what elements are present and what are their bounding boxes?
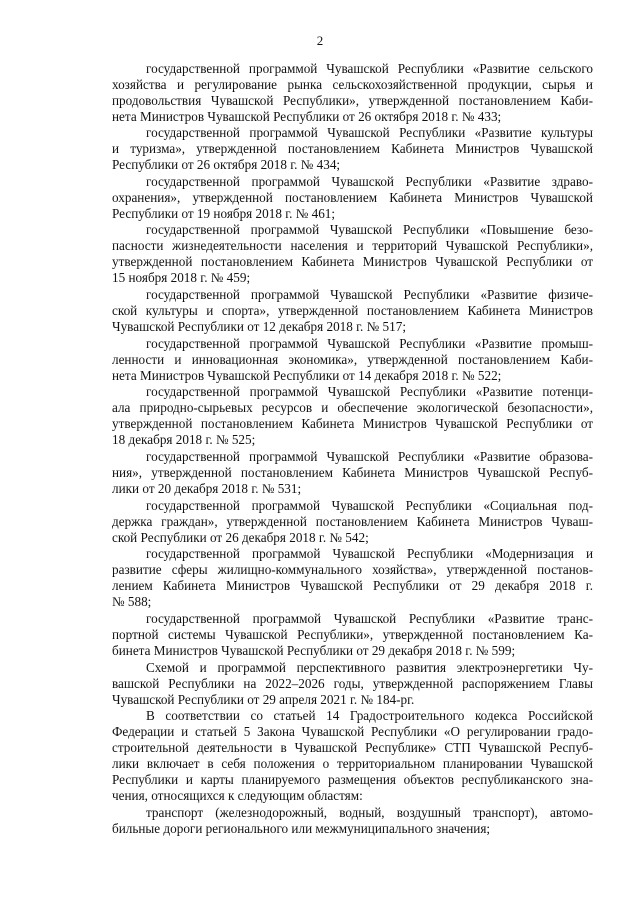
text-line: портной системы Чувашской Республики», утвержденной постановлением Ка- [112, 627, 593, 642]
text-line: государственной программой Чувашской Республики «Модернизация и [146, 546, 593, 561]
text-line: государственной программой Чувашской Республики «Развитие физиче- [146, 287, 593, 302]
text-line: лики включает в себя положения о территориальном планировании Чувашской [112, 756, 593, 771]
text-line: государственной программой Чувашской Республики «Развитие сельского [146, 61, 593, 76]
text-line: нета Министров Чувашской Республики от 26 октября 2018 г. № 433; [112, 109, 502, 124]
text-line: государственной программой Чувашской Республики «Развитие потенци- [146, 384, 593, 399]
text-line: государственной программой Чувашской Республики «Развитие образова- [146, 449, 593, 464]
text-line: утвержденной постановлением Кабинета Министров Чувашской Республики от [112, 254, 593, 269]
text-line: охранения», утвержденной постановлением Кабинета Министров Чувашской [112, 190, 593, 205]
text-line: хозяйства и регулирование рынка сельскохозяйственной продукции, сырья и [112, 77, 593, 92]
text-line: ленности и инновационная экономика», утвержденной постановлением Каби- [112, 352, 593, 367]
text-line: государственной программой Чувашской Республики «Развитие здраво- [146, 174, 593, 189]
text-line: государственной программой Чувашской Республики «Развитие транс- [146, 611, 593, 626]
page-number: 2 [316, 33, 324, 48]
text-line: держка граждан», утвержденной постановлением Кабинета Министров Чуваш- [112, 514, 593, 529]
text-line: продовольствия Чувашской Республики», утвержденной постановлением Каби- [112, 93, 593, 108]
text-line: строительной деятельности в Чувашской Республике» СТП Чувашской Респуб- [112, 740, 593, 755]
text-line: бинета Министров Чувашской Республики от 29 декабря 2018 г. № 599; [112, 643, 516, 658]
text-line: ала природно-сырьевых ресурсов и обеспечение экологической безопасности», [112, 400, 593, 415]
text-line: № 588; [112, 594, 152, 609]
text-line: государственной программой Чувашской Республики «Повышение безо- [146, 222, 593, 237]
text-line: государственной программой Чувашской Республики «Развитие культуры [146, 125, 593, 140]
text-line: ния», утвержденной постановлением Кабинета Министров Чувашской Респуб- [112, 465, 593, 480]
text-line: 18 декабря 2018 г. № 525; [112, 432, 256, 447]
text-line: нета Министров Чувашской Республики от 14 декабря 2018 г. № 522; [112, 368, 502, 383]
text-line: Федерации и статьей 5 Закона Чувашской Республики «О регулировании градо- [112, 724, 593, 739]
text-line: и туризма», утвержденной постановлением Кабинета Министров Чувашской [112, 141, 593, 156]
text-line: лики от 20 декабря 2018 г. № 531; [112, 481, 302, 496]
text-line: ской Республики от 26 декабря 2018 г. № 542; [112, 530, 369, 545]
text-line: развитие сферы жилищно-коммунального хозяйства», утвержденной постанов- [112, 562, 593, 577]
text-line: государственной программой Чувашской Республики «Социальная под- [146, 498, 593, 513]
text-line: ской культуры и спорта», утвержденной постановлением Кабинета Министров [112, 303, 593, 318]
text-line: чения, относящихся к следующим областям: [112, 788, 363, 803]
text-line: Чувашской Республики от 29 апреля 2021 г. № 184-рг. [112, 692, 415, 707]
text-line: Чувашской Республики от 12 декабря 2018 г. № 517; [112, 319, 406, 334]
text-line: лением Кабинета Министров Чувашской Республики от 29 декабря 2018 г. [112, 578, 593, 593]
text-line: 15 ноября 2018 г. № 459; [112, 270, 251, 285]
text-line: государственной программой Чувашской Республики «Развитие промыш- [146, 336, 593, 351]
text-line: пасности жизнедеятельности населения и территорий Чувашской Республики», [112, 238, 593, 253]
text-line: Схемой и программой перспективного развития электроэнергетики Чу- [146, 660, 593, 675]
text-line: Республики от 26 октября 2018 г. № 434; [112, 157, 341, 172]
text-line: вашской Республики на 2022–2026 годы, утвержденной распоряжением Главы [112, 676, 593, 691]
text-line: утвержденной постановлением Кабинета Министров Чувашской Республики от [112, 416, 593, 431]
text-line: бильные дороги регионального или межмуниципального значения; [112, 821, 491, 836]
text-line: В соответствии со статьей 14 Градостроительного кодекса Российской [146, 708, 593, 723]
text-line: транспорт (железнодорожный, водный, воздушный транспорт), автомо- [146, 805, 593, 820]
text-line: Республики и карты планируемого размещения объектов республиканского зна- [112, 772, 593, 787]
text-line: Республики от 19 ноября 2018 г. № 461; [112, 206, 336, 221]
